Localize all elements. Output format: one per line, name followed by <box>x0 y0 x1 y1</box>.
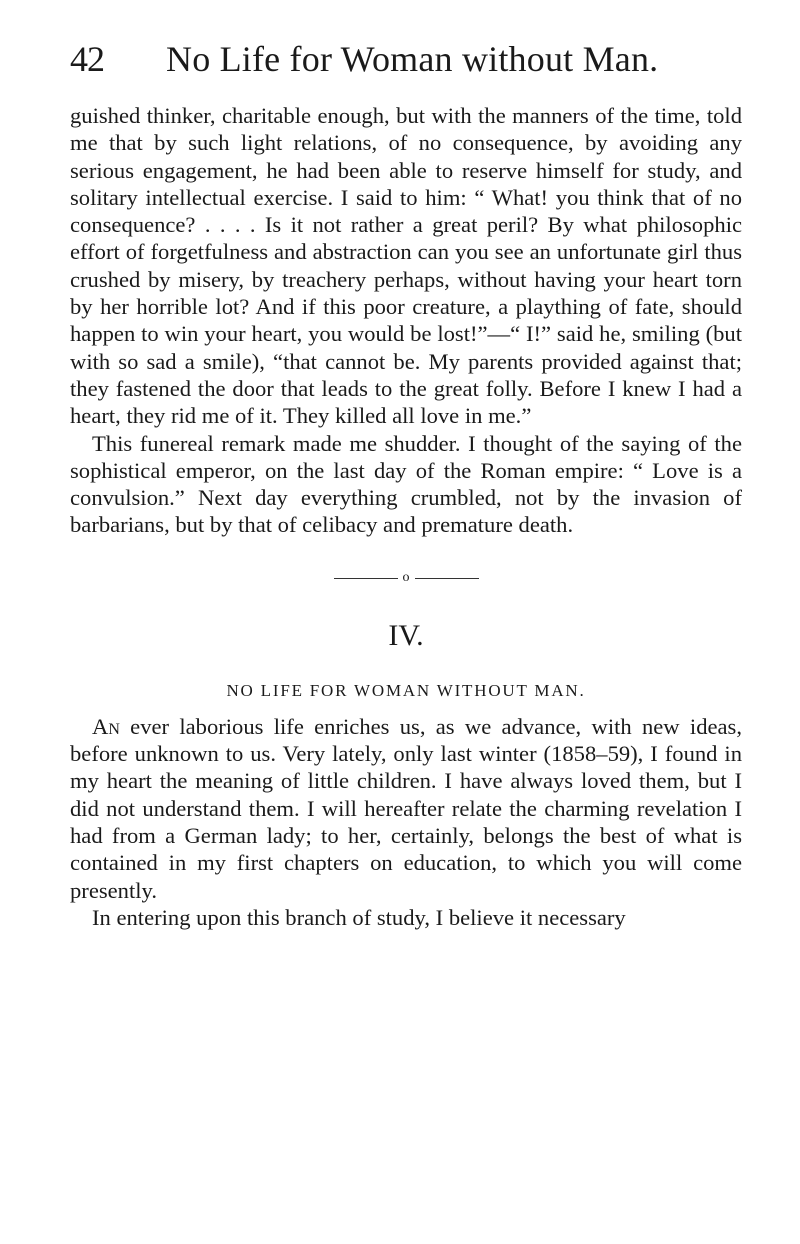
divider-rule-left <box>334 578 398 579</box>
chapter-paragraph-2: In entering upon this branch of study, I believe it necessary <box>92 904 626 930</box>
chapter-title: NO LIFE FOR WOMAN WITHOUT MAN. <box>226 680 586 700</box>
page-number: 42 <box>70 39 104 79</box>
body-paragraph-2: This funereal remark made me shudder. I thought of the saying of the sophistical emperor, on the last day of the Roman empire: “ Love is a convulsion.” Next day everything crumbled, not by the invasion of barbarians, but by that of celibacy and premature death. <box>70 430 742 538</box>
chapter-number: IV. <box>388 618 424 652</box>
running-title: No Life for Woman without Man. <box>166 39 659 79</box>
divider-ornament: o <box>402 570 410 586</box>
section-divider <box>70 569 742 593</box>
chapter-paragraph-1-text: ever laborious life enriches us, as we advance, with new ideas, before unknown to us. Very lately, only last winter (1858–59), I found in my heart the meaning of little children. I have always loved them, but I did not understand them. I will hereafter relate the charming revelation I had from a German lady; to her, certainly, belongs the best of what is contained in my first chapters on education, to which you will come presently. <box>70 713 742 903</box>
divider-rule-right <box>415 578 479 579</box>
book-page <box>70 38 742 931</box>
running-head <box>70 38 742 102</box>
chapter-opening-word: An <box>92 713 120 739</box>
chapter-paragraph-1 <box>70 713 742 904</box>
body-paragraph-1: guished thinker, charitable enough, but with the manners of the time, told me that by such light relations, of no consequence, by avoiding any serious engagement, he had been able to reserve himself for study, and solitary intellectual exercise. I said to him: “ What! you think that of no consequence? . . . . Is it not rather a great peril? By what philosophic effort of forgetfulness and abstraction can you see an unfortunate girl thus crushed by misery, by treachery perhaps, without having your heart torn by her horrible lot? And if this poor creature, a plaything of fate, should happen to win your heart, you would be lost!”—“ I!” said he, smiling (but with so sad a smile), “that cannot be. My parents provided against that; they fastened the door that leads to the great folly. Before I knew I had a heart, they rid me of it. They killed all love in me.” <box>70 103 742 429</box>
